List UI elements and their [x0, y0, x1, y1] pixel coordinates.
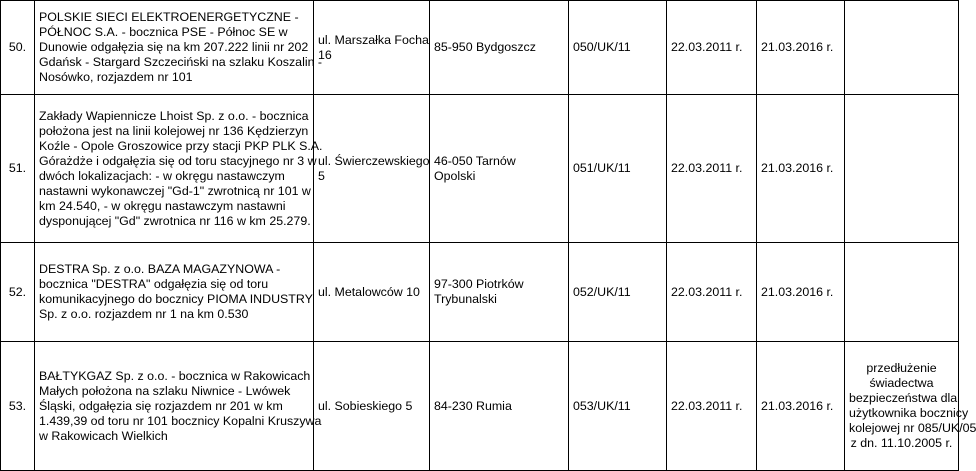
description-line: Nosówko, rozjazdem nr 101: [39, 70, 193, 84]
description-line: Śląski, odgałęzia się rozjazdem nr 201 w km: [39, 398, 283, 413]
row-number: 52.: [1, 243, 35, 342]
registration-number: 053/UK/11: [569, 342, 667, 471]
issue-date: 22.03.2011 r.: [667, 95, 757, 243]
description-line: Małych położona na szlaku Niwnice - Lwówek: [39, 383, 291, 398]
description-line: Górażdże i odgałęzia się od toru stacyjnego nr 3 w: [39, 153, 317, 168]
description-line: komunikacyjnego do bocznicy PIOMA INDUSTRY: [39, 292, 313, 306]
siding-description: [35, 342, 322, 471]
remarks: [845, 95, 959, 243]
street-line: 16: [318, 47, 332, 62]
remarks: [845, 342, 976, 471]
postal-city: [430, 1, 569, 95]
description-line: Gdańsk - Stargard Szczeciński na szlaku Koszalin -: [39, 55, 323, 69]
remarks: [845, 243, 959, 342]
street-line: ul. Metalowców 10: [318, 284, 420, 299]
note-line: z dn. 11.10.2005 r.: [850, 436, 953, 450]
street-line: ul. Świerczewskiego: [318, 153, 430, 168]
street-line: ul. Marszałka Focha: [318, 32, 429, 47]
street-line: ul. Sobieskiego 5: [318, 398, 413, 413]
issue-date: 22.03.2011 r.: [667, 342, 757, 471]
street-line: 5: [318, 168, 325, 183]
expiry-date: 21.03.2016 r.: [757, 243, 845, 342]
street-address: [314, 243, 430, 342]
postal-city: [430, 95, 569, 243]
city-line: 97-300 Piotrków: [434, 277, 524, 291]
description-line: 1.439,39 od toru nr 101 bocznicy Kopalni Kruszywa: [39, 413, 322, 428]
postal-city: [430, 243, 569, 342]
street-address: [314, 1, 430, 95]
siding-description: [35, 243, 314, 342]
issue-date: 22.03.2011 r.: [667, 1, 757, 95]
description-line: w Rakowicach Wielkich: [39, 428, 168, 443]
table-row: [1, 342, 959, 471]
siding-description: [35, 1, 323, 95]
registration-number: 052/UK/11: [569, 243, 667, 342]
registration-number: 050/UK/11: [569, 1, 667, 95]
expiry-date: 21.03.2016 r.: [757, 1, 845, 95]
description-line: km 24.540, - w okręgu nastawczym nastawni: [39, 198, 286, 213]
postal-city: [430, 342, 569, 471]
description-line: bocznica "DESTRA" odgałęzia się od toru: [39, 277, 269, 291]
note-line: bezpieczeństwa dla: [849, 391, 958, 405]
description-line: Koźle - Opole Groszowice przy stacji PKP PLK S.A.: [39, 138, 323, 153]
description-line: dysponującej "Gd" zwrotnica nr 116 w km 25.279.: [39, 213, 311, 228]
siding-description: [35, 95, 323, 243]
table-row: [1, 95, 959, 243]
description-line: Zakłady Wapienniczе Lhoist Sp. z o.o. - bocznica: [39, 108, 309, 123]
registration-number: 051/UK/11: [569, 95, 667, 243]
city-line: 84-230 Rumia: [434, 398, 512, 413]
table-row: [1, 243, 959, 342]
row-number: 51.: [1, 95, 35, 243]
row-number: 50.: [1, 1, 35, 95]
table-row: [1, 1, 959, 95]
note-line: kolejowej nr 085/UK/05: [849, 421, 976, 435]
city-line: 46-050 Tarnów: [434, 153, 516, 168]
note-line: przedłużenie: [866, 361, 937, 375]
expiry-date: 21.03.2016 r.: [757, 95, 845, 243]
street-address: [314, 342, 430, 471]
description-line: POLSKIE SIECI ELEKTROENERGETYCZNE -: [39, 10, 299, 24]
description-line: położona jest na linii kolejowej nr 136 Kędzierzyn: [39, 123, 309, 138]
row-number: 53.: [1, 342, 35, 471]
city-line: Trybunalski: [434, 292, 497, 306]
expiry-date: 21.03.2016 r.: [757, 342, 845, 471]
description-line: PÓŁNOC S.A. - bocznica PSE - Północ SE w: [39, 25, 288, 39]
description-line: dwóch lokalizacjach: - w okręgu nastawczym: [39, 168, 285, 183]
remarks: [845, 1, 959, 95]
description-line: DESTRA Sp. z o.o. BAZA MAGAZYNOWA -: [39, 262, 281, 276]
description-line: Dunowie odgałęzia się na km 207.222 linii nr 202: [39, 40, 309, 54]
issue-date: 22.03.2011 r.: [667, 243, 757, 342]
city-line: 85-950 Bydgoszcz: [434, 40, 536, 54]
description-line: BAŁTYKGAZ Sp. z o.o. - bocznica w Rakowicach: [39, 368, 311, 383]
description-line: Sp. z o.o. rozjazdem nr 1 na km 0.530: [39, 307, 249, 321]
street-address: [314, 95, 430, 243]
note-line: użytkownika bocznicy: [849, 406, 969, 420]
note-line: świadectwa: [869, 376, 934, 390]
description-line: nastawni wykonawczej "Gd-1" zwrotnicą nr 101 w: [39, 183, 311, 198]
city-line: Opolski: [434, 168, 476, 183]
